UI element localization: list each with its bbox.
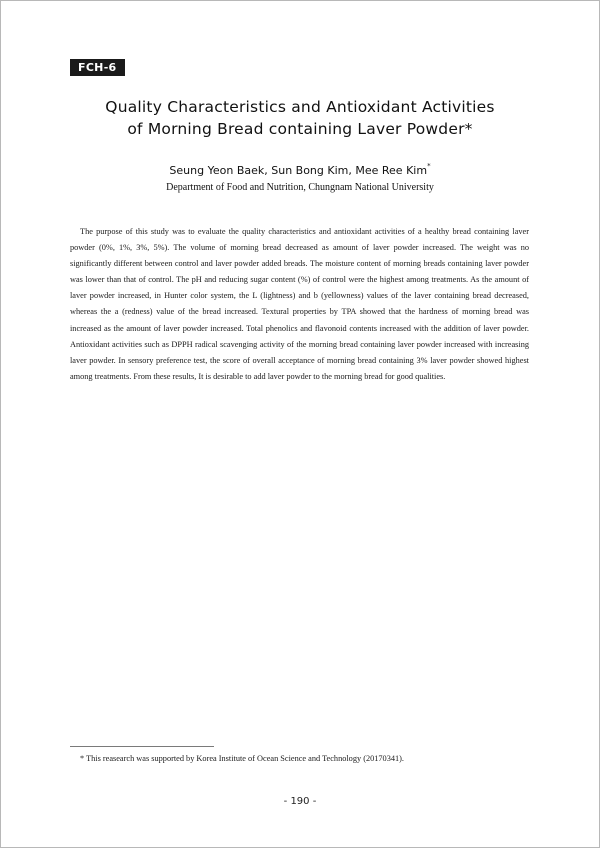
paper-title bbox=[60, 96, 540, 140]
paper-title-line-1: Quality Characteristics and Antioxidant Activities bbox=[105, 98, 495, 116]
footnote-divider bbox=[70, 746, 214, 747]
abstract bbox=[70, 224, 529, 385]
funding-footnote: * This reasearch was supported by Korea Institute of Ocean Science and Technology (20170341). bbox=[80, 754, 404, 763]
author-list bbox=[60, 162, 540, 177]
page-number: - 190 - bbox=[283, 796, 317, 807]
session-code-badge: FCH-6 bbox=[70, 59, 125, 76]
corresponding-author-mark: * bbox=[427, 162, 431, 170]
author-names: Seung Yeon Baek, Sun Bong Kim, Mee Ree Kim bbox=[169, 164, 428, 177]
paper-title-line-2: of Morning Bread containing Laver Powder* bbox=[127, 120, 473, 138]
author-affiliation: Department of Food and Nutrition, Chungnam National University bbox=[166, 182, 434, 193]
abstract-paragraph: The purpose of this study was to evaluate the quality characteristics and antioxidant activities of a healthy bread containing laver powder (0%, 1%, 3%, 5%). The volume of morning bread decreased as amount of laver powder increased. The weight was no significantly different between control and laver powder added breads. The moisture content of morning breads containing laver powder was lower than that of control. The pH and reducing sugar content (%) of control were the highest among treatments. As the amount of laver powder increased, in Hunter color system, the L (lightness) and b (yellowness) values of the laver containing bread decreased, whereas the a (redness) value of the bread increased. Textural properties by TPA showed that the hardness of morning bread was increased as the amount of laver powder increased. Total phenolics and flavonoid contents increased with the addition of laver powder. Antioxidant activities such as DPPH radical scavenging activity of the morning bread containing laver powder increased with increasing laver powder. In sensory preference test, the score of overall acceptance of morning bread containing 3% laver powder showed highest among treatments. From these results, It is desirable to add laver powder to the morning bread for good qualities. bbox=[70, 227, 529, 381]
